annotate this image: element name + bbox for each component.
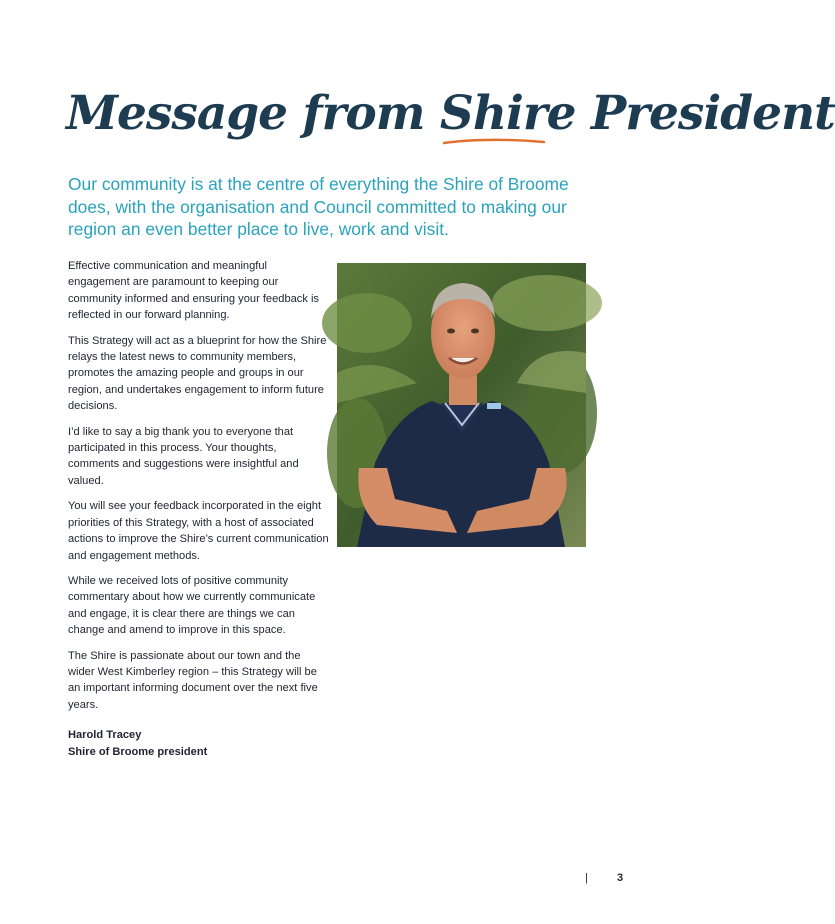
title-accent	[440, 86, 576, 141]
paragraph-6: The Shire is passionate about our town and the wider West Kimberley region – this Strategy will be an important informing document over the next five years.	[68, 649, 318, 711]
page-title	[66, 86, 835, 164]
message-body	[68, 258, 330, 760]
paragraph-1: Effective communication and meaningful engagement are paramount to keeping our community informed and ensuring your feedback is reflected in our forward planning.	[68, 260, 319, 322]
president-photo	[337, 263, 586, 547]
page-number: 3	[617, 872, 624, 884]
paragraph-2: This Strategy will act as a blueprint for how the Shire relays the latest news to community members, promotes the amazing people and groups in our region, and undertakes engagement to inform future decisions.	[68, 334, 327, 413]
signature-name: Harold Tracey	[68, 729, 142, 742]
footer-separator: |	[585, 872, 588, 884]
signature	[68, 727, 330, 760]
paragraph-4: You will see your feedback incorporated in the eight priorities of this Strategy, with a host of associated actions to improve the Shire’s current communication and engagement methods.	[68, 500, 329, 562]
title-part-2: Shire	[439, 86, 576, 141]
paragraph-5: While we received lots of positive community commentary about how we currently communicate and engage, it is clear there are things we can change and amend to improve in this space.	[68, 574, 316, 637]
signature-role: Shire of Broome president	[68, 745, 208, 758]
title-part-1: Message from	[66, 86, 425, 141]
paragraph-3: I’d like to say a big thank you to everyone that participated in this process. Your thoughts, comments and suggestions were insightful and valued.	[68, 425, 299, 487]
intro-text: Our community is at the centre of everything the Shire of Broome does, with the organisation and Council committed to making our region an even better place to live, work and visit.	[68, 174, 569, 239]
title-part-3: President	[590, 86, 835, 141]
orange-underline	[442, 137, 546, 147]
